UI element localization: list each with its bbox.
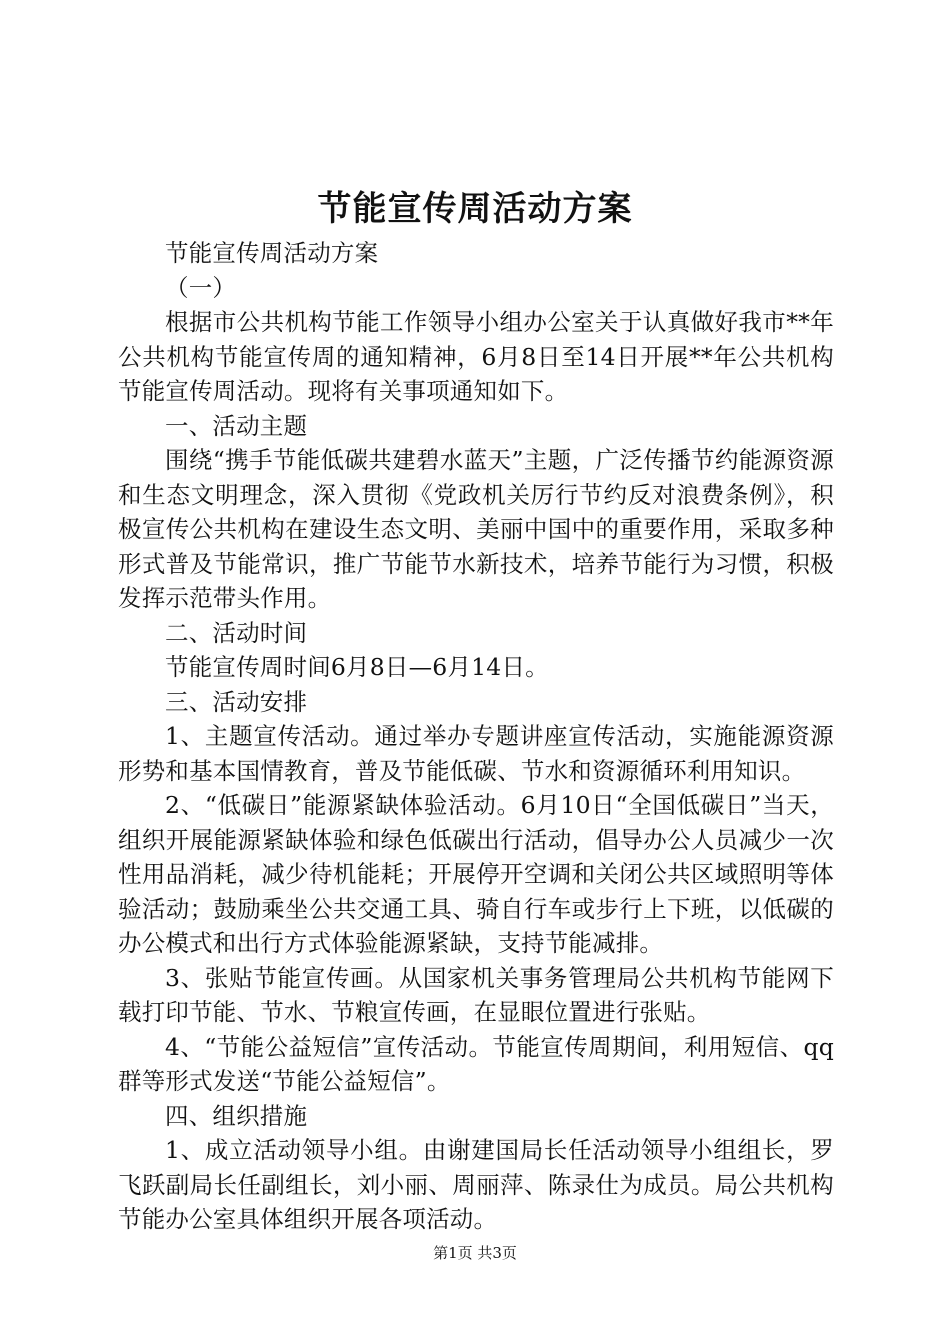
heading-organization: 四、组织措施 [165,1101,308,1130]
paragraph-activity-time: 节能宣传周时间6月8日—6月14日。 [165,653,549,681]
paragraph-intro: 根据市公共机构节能工作领导小组办公室关于认真做好我市**年公共机构节能宣传周的通知精神，6月8日至14日开展**年公共机构节能宣传周活动。现将有关事项通知如下。 [118,308,834,405]
document-title: 节能宣传周活动方案 [317,189,633,229]
paragraph-activity-theme: 围绕“携手节能低碳共建碧水蓝天”主题，广泛传播节约能源资源和生态文明理念，深入贯彻《党政机关厉行节约反对浪费条例》，积极宣传公共机构在建设生态文明、美丽中国中的重要作用，采取多种形式普及节能常识，推广节能节水新技术，培养节能行为习惯，积极发挥示范带头作用。 [118,446,834,612]
paragraph-arrangement-4: 4、“节能公益短信”宣传活动。节能宣传周期间，利用短信、qq群等形式发送“节能公益短信”。 [118,1032,834,1095]
paragraph-organization-1: 1、成立活动领导小组。由谢建国局长任活动领导小组组长，罗飞跃副局长任副组长，刘小丽、周丽萍、陈录仕为成员。局公共机构节能办公室具体组织开展各项活动。 [118,1136,834,1233]
heading-activity-arrangement: 三、活动安排 [165,687,308,716]
heading-activity-time: 二、活动时间 [165,618,308,647]
heading-activity-theme: 一、活动主题 [165,411,308,440]
paragraph-arrangement-2: 2、“低碳日”能源紧缺体验活动。6月10日“全国低碳日”当天，组织开展能源紧缺体验和绿色低碳出行活动，倡导办公人员减少一次性用品消耗，减少待机能耗；开展停开空调和关闭公共区域照明等体验活动；鼓励乘坐公共交通工具、骑自行车或步行上下班，以低碳的办公模式和出行方式体验能源紧缺，支持节能减排。 [118,791,834,957]
paragraph-arrangement-3: 3、张贴节能宣传画。从国家机关事务管理局公共机构节能网下载打印节能、节水、节粮宣传画，在显眼位置进行张贴。 [118,963,834,1026]
paragraph-part-label: （一） [165,273,237,302]
document-body [118,236,834,1237]
paragraph-arrangement-1: 1、主题宣传活动。通过举办专题讲座宣传活动，实施能源资源形势和基本国情教育，普及节能低碳、节水和资源循环利用知识。 [118,722,834,785]
page-footer: 第1页 共3页 [433,1244,517,1262]
paragraph-subtitle: 节能宣传周活动方案 [165,239,379,267]
